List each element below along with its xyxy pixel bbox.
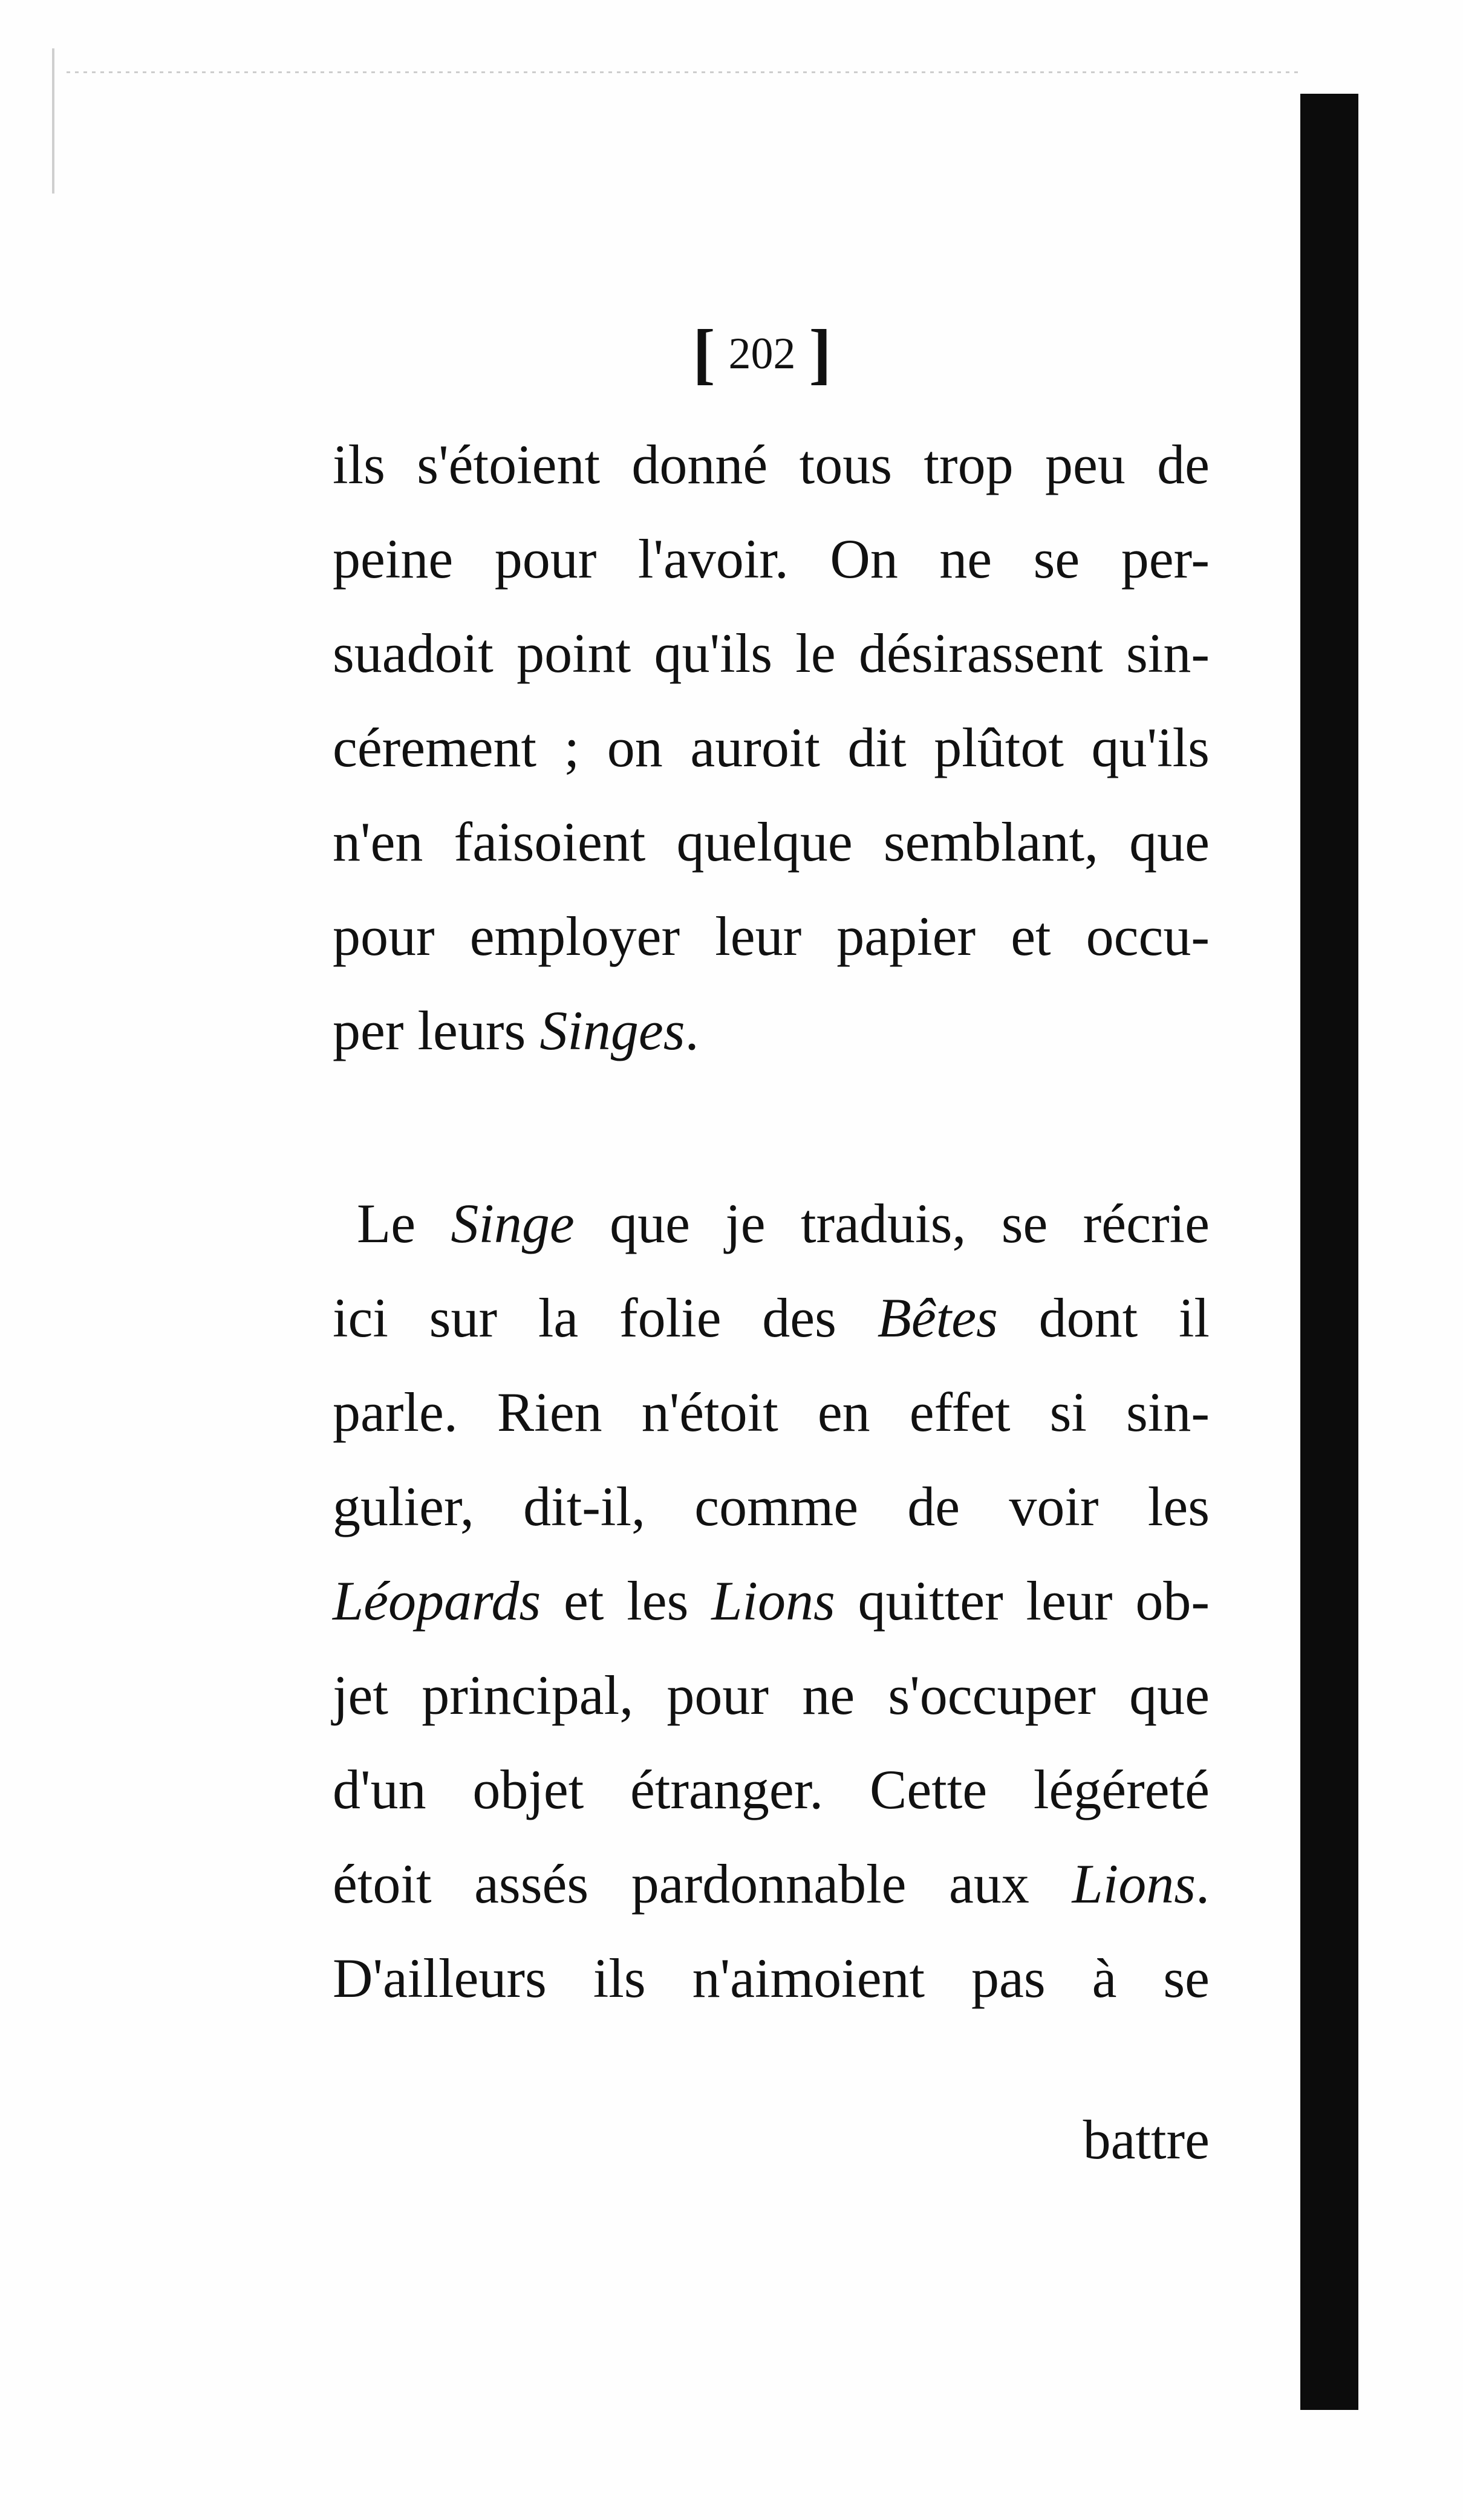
text-line: [333, 1271, 1210, 1365]
text-line: [333, 889, 1210, 983]
text-line: [333, 700, 1210, 795]
text-line: [333, 983, 1210, 1078]
page-number: 202: [728, 328, 796, 379]
page-header: [653, 314, 871, 393]
text-run: n'en faisoient quelque semblant, que: [333, 811, 1210, 873]
text-run: suadoit point qu'ils le désirassent sin-: [333, 622, 1210, 684]
text-line: [333, 1554, 1210, 1648]
text-run: .: [685, 1000, 699, 1061]
text-run: jet principal, pour ne s'occuper que: [333, 1664, 1210, 1726]
text-run: D'ailleurs ils n'aimoient pas à se: [333, 1947, 1210, 2009]
italic-word: Singe: [451, 1193, 575, 1254]
text-line: [333, 1837, 1210, 1931]
text-line: [333, 1648, 1210, 1742]
text-line: [333, 512, 1210, 606]
text-run: quitter leur ob-: [835, 1570, 1210, 1632]
text-run: pour employer leur papier et occu-: [333, 905, 1210, 967]
header-bracket-open: [: [692, 316, 715, 391]
text-run: dont il: [997, 1287, 1210, 1349]
text-run: cérement ; on auroit dit plûtot qu'ils: [333, 717, 1210, 778]
text-run: étoit assés pardonnable aux: [333, 1853, 1072, 1915]
catchword-line: [333, 2092, 1210, 2187]
catchword: battre: [1083, 2109, 1210, 2170]
italic-word: Lions: [711, 1570, 835, 1632]
text-line: [333, 417, 1210, 512]
text-line: [333, 1931, 1210, 2025]
text-run: ici sur la folie des: [333, 1287, 878, 1349]
italic-word: Lions: [1072, 1853, 1196, 1915]
text-run: Le: [357, 1193, 451, 1254]
paragraph-1: [333, 417, 1210, 1078]
paragraph-2: [333, 1176, 1210, 2025]
text-run: et les: [541, 1570, 712, 1632]
header-bracket-close: ]: [809, 316, 832, 391]
text-run: que je traduis, se récrie: [574, 1193, 1210, 1254]
text-line: [333, 1176, 1210, 1271]
page-edge-top: [67, 71, 1300, 73]
text-run: peine pour l'avoir. On ne se per-: [333, 528, 1210, 590]
text-line: [333, 1365, 1210, 1459]
book-spine-shadow: [1300, 94, 1358, 2410]
page-edge: [52, 48, 54, 194]
text-run: per leurs: [333, 1000, 540, 1061]
text-run: parle. Rien n'étoit en effet si sin-: [333, 1381, 1210, 1443]
italic-word: Léopards: [333, 1570, 541, 1632]
text-run: d'un objet étranger. Cette légéreté: [333, 1759, 1210, 1820]
text-line: [333, 795, 1210, 889]
text-run: .: [1196, 1853, 1210, 1915]
italic-word: Bêtes: [877, 1287, 998, 1349]
text-line: [333, 606, 1210, 700]
text-run: ils s'étoient donné tous trop peu de: [333, 434, 1210, 495]
italic-word: Singes: [539, 1000, 685, 1061]
text-run: gulier, dit-il, comme de voir les: [333, 1476, 1210, 1537]
text-line: [333, 1459, 1210, 1554]
text-line: [333, 1742, 1210, 1837]
